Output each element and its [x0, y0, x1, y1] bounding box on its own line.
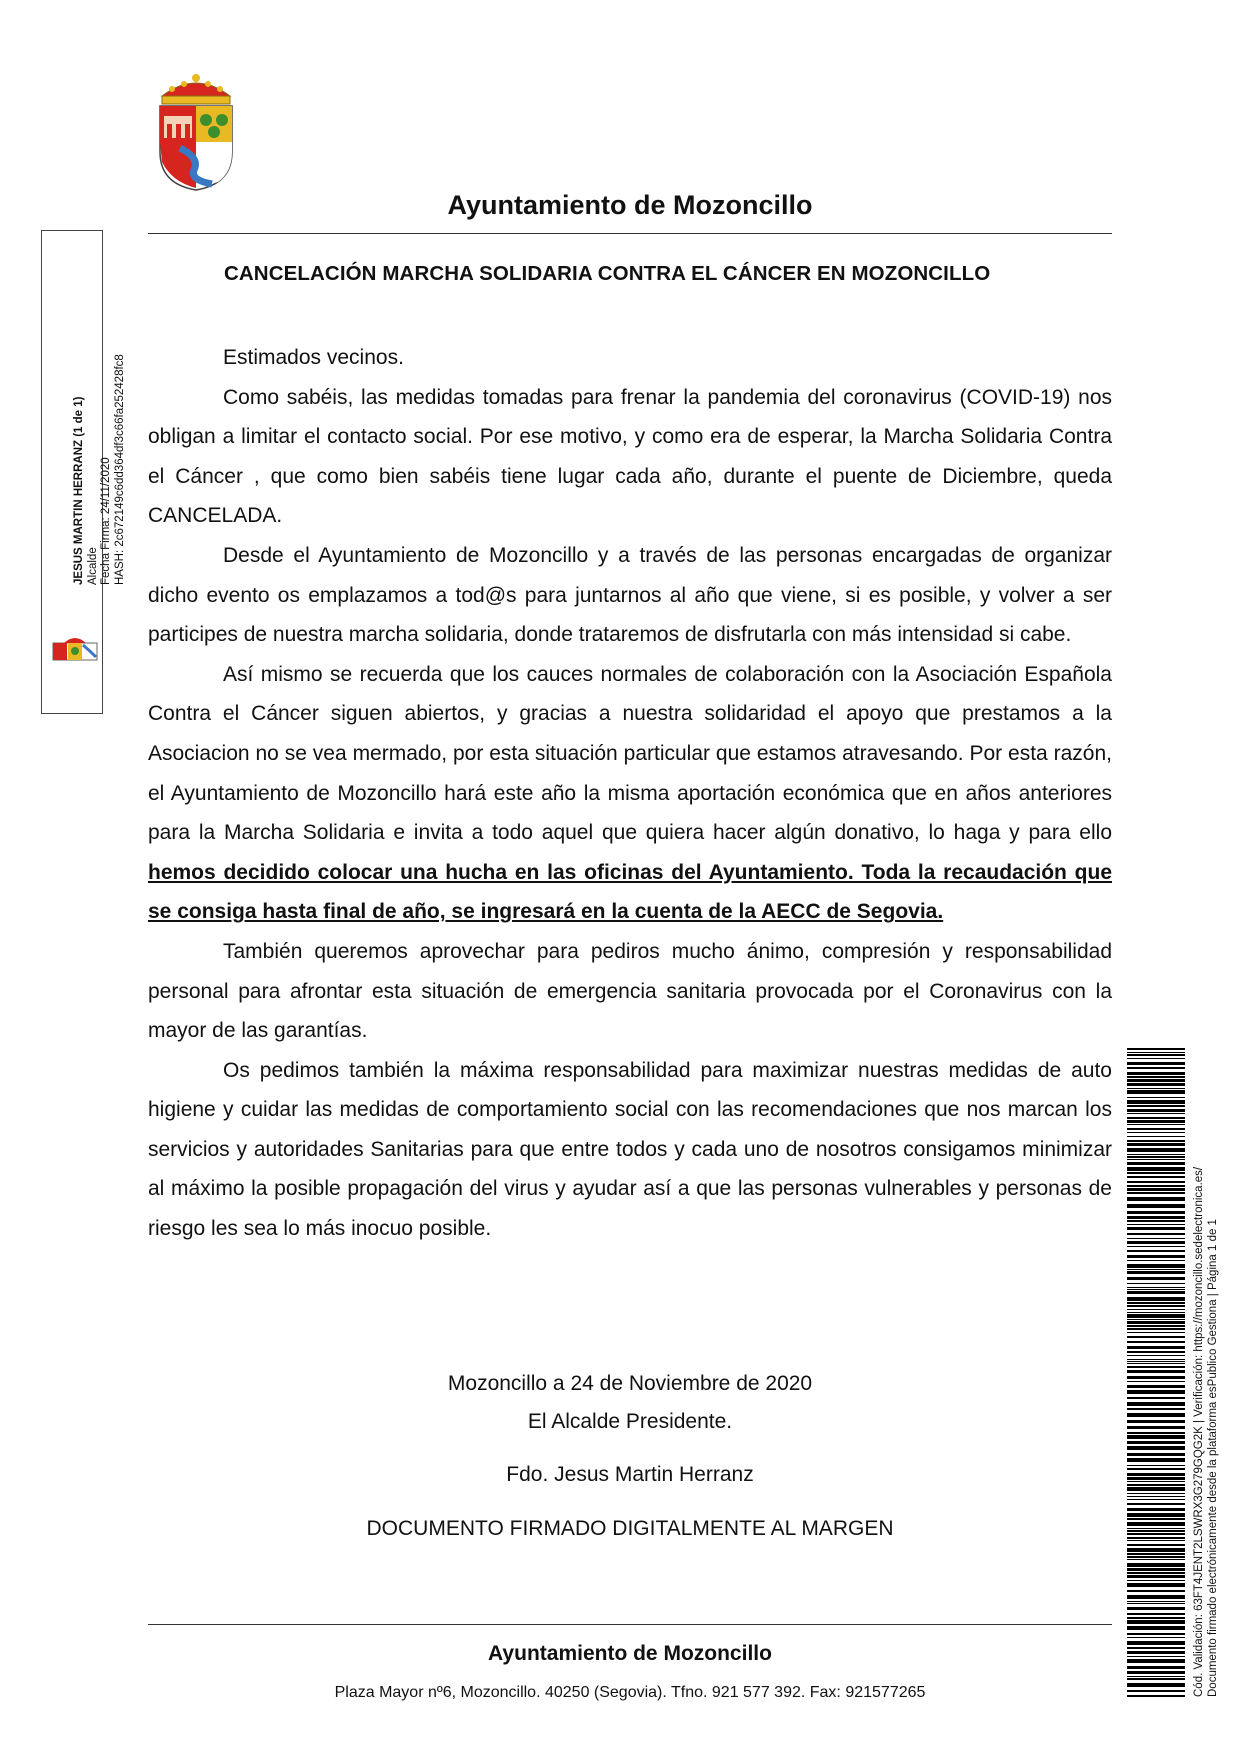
barcode-bar	[1127, 1176, 1185, 1178]
barcode-bar	[1127, 1671, 1185, 1674]
paragraph-2: Desde el Ayuntamiento de Mozoncillo y a través de las personas encargadas de organizar dicho evento os emplazamos a tod@s para juntarnos al año que viene, si es posible, y volver a ser participes de nuestra marcha solidaria, donde trataremos de disfrutarla con más intensidad si cabe.	[148, 543, 1112, 647]
barcode-bar	[1127, 1446, 1185, 1450]
barcode-bar	[1127, 1120, 1185, 1123]
barcode-bar	[1127, 1496, 1185, 1497]
barcode-bar	[1127, 1052, 1185, 1053]
barcode-bar	[1127, 1309, 1185, 1310]
barcode-bar	[1127, 1603, 1185, 1604]
barcode-bar	[1127, 1366, 1185, 1368]
barcode-bar	[1127, 1473, 1185, 1476]
paragraph-3-highlight: hemos decidido colocar una hucha en las oficinas del Ayuntamiento. Toda la recaudación que se consiga hasta final de año, se ingresará en la cuenta de la AECC de Segovia.	[148, 860, 1112, 924]
barcode-bar	[1127, 1090, 1185, 1094]
barcode-bar	[1127, 1402, 1185, 1406]
paragraph-4: También queremos aprovechar para pediros mucho ánimo, compresión y responsabilidad personal para afrontar esta situación de emergencia sanitaria provocada por el Coronavirus con la mayor de las garantías.	[148, 939, 1112, 1043]
barcode-bar	[1127, 1376, 1185, 1379]
document-title: CANCELACIÓN MARCHA SOLIDARIA CONTRA EL CÁNCER EN MOZONCILLO	[224, 262, 991, 285]
greeting: Estimados vecinos.	[223, 346, 404, 369]
barcode-bar	[1127, 1220, 1185, 1222]
barcode-bar	[1127, 1351, 1185, 1353]
barcode-bar	[1127, 1076, 1185, 1078]
barcode-bar	[1127, 1132, 1185, 1133]
barcode-bar	[1127, 1390, 1185, 1394]
barcode-bar	[1127, 1297, 1185, 1301]
validation-details	[1193, 1017, 1220, 1697]
barcode-bar	[1127, 1181, 1185, 1183]
barcode-bar	[1127, 1432, 1185, 1434]
barcode-bar	[1127, 1453, 1185, 1456]
barcode-bar	[1127, 1224, 1185, 1225]
barcode-bar	[1127, 1518, 1185, 1520]
barcode-bar	[1127, 1503, 1185, 1505]
barcode-bar	[1127, 1109, 1185, 1112]
barcode-bar	[1127, 1568, 1185, 1571]
barcode-bar	[1127, 1659, 1185, 1663]
barcode-bar	[1127, 1241, 1185, 1244]
barcode-bar	[1127, 1289, 1185, 1290]
closing-signature-note: DOCUMENTO FIRMADO DIGITALMENTE AL MARGEN	[366, 1517, 894, 1540]
barcode-bar	[1127, 1620, 1185, 1624]
paragraph-1: Como sabéis, las medidas tomadas para frenar la pandemia del coronavirus (COVID-19) nos obligan a limitar el contacto social. Por ese motivo, y como era de esperar, la Marcha Solidaria Contra el Cáncer , que como bien sabéis tiene lugar cada año, durante el puente de Diciembre, queda CANCELADA.	[148, 385, 1112, 528]
barcode-bar	[1127, 1246, 1185, 1247]
barcode-bar	[1127, 1227, 1185, 1230]
barcode-bar	[1127, 1647, 1185, 1649]
barcode-bar	[1127, 1100, 1185, 1104]
barcode-bar	[1127, 1528, 1185, 1529]
barcode-bar	[1127, 1058, 1185, 1059]
barcode-bar	[1127, 1197, 1185, 1201]
barcode-bar	[1127, 1341, 1185, 1343]
barcode-bar	[1127, 1540, 1185, 1541]
validation-barcode	[1127, 1048, 1185, 1698]
barcode-bar	[1127, 1277, 1185, 1280]
barcode-bar	[1127, 1314, 1185, 1318]
barcode-bar	[1127, 1420, 1185, 1423]
barcode-bar	[1127, 1580, 1185, 1581]
validation-line-2: Documento firmado electrónicamente desde la plataforma esPublico Gestiona | Página 1 de 1	[1206, 1219, 1219, 1697]
barcode-bar	[1127, 1062, 1185, 1065]
header-title: Ayuntamiento de Mozoncillo	[447, 190, 813, 220]
barcode-bar	[1127, 1656, 1185, 1657]
barcode-bar	[1127, 1156, 1185, 1158]
paragraph-3-text: Así mismo se recuerda que los cauces normales de colaboración con la Asociación Española Contra el Cáncer siguen abiertos, y gracias a nuestra solidaridad el apoyo que prestamos a la Asociacion no se vea mermado, por esta situación particular que estamos atravesando. Por esta razón, el Ayuntamiento de Mozoncillo hará este año la misma aportación económica que en años anteriores para la Marcha Solidaria e invita a todo aquel que quiera hacer algún donativo, lo haga y para ello	[148, 662, 1112, 845]
closing-place-date: Mozoncillo a 24 de Noviembre de 2020	[447, 1372, 813, 1395]
barcode-bar	[1127, 1559, 1185, 1560]
footer-title: Ayuntamiento de Mozoncillo	[488, 1642, 772, 1665]
barcode-bar	[1127, 1676, 1185, 1677]
barcode-bar	[1127, 1238, 1185, 1239]
barcode-bar	[1127, 1204, 1185, 1208]
barcode-bar	[1127, 1143, 1185, 1146]
barcode-bar	[1127, 1435, 1185, 1439]
barcode-bar	[1127, 1626, 1185, 1630]
barcode-bar	[1127, 1271, 1185, 1274]
barcode-bar	[1127, 1136, 1185, 1137]
barcode-bar	[1127, 1302, 1185, 1304]
barcode-bar	[1127, 1499, 1185, 1500]
barcode-bar	[1127, 1291, 1185, 1294]
barcode-bar	[1127, 1260, 1185, 1261]
barcode-bar	[1127, 1583, 1185, 1587]
barcode-bar	[1127, 1363, 1185, 1364]
barcode-bar	[1127, 1113, 1185, 1114]
barcode-bar	[1127, 1468, 1185, 1470]
barcode-bar	[1127, 1332, 1185, 1333]
barcode-bar	[1127, 1287, 1185, 1288]
barcode-bar	[1127, 1305, 1185, 1307]
barcode-bar	[1127, 1590, 1185, 1592]
footer-address: Plaza Mayor nº6, Mozoncillo. 40250 (Segovia). Tfno. 921 577 392. Fax: 921577265	[334, 1684, 926, 1701]
barcode-bar	[1127, 1321, 1185, 1324]
barcode-bar	[1127, 1563, 1185, 1567]
barcode-bar	[1127, 1346, 1185, 1349]
barcode-bar	[1127, 1269, 1185, 1270]
barcode-bar	[1127, 1465, 1185, 1466]
barcode-bar	[1127, 1641, 1185, 1645]
barcode-bar	[1127, 1633, 1185, 1635]
barcode-bar	[1127, 1117, 1185, 1119]
barcode-bar	[1127, 1264, 1185, 1268]
barcode-bar	[1127, 1105, 1185, 1107]
barcode-bar	[1127, 1048, 1185, 1050]
barcode-bar	[1127, 1154, 1185, 1155]
barcode-bar	[1127, 1328, 1185, 1330]
barcode-bar	[1127, 1088, 1185, 1089]
barcode-bar	[1127, 1361, 1185, 1362]
barcode-bar	[1127, 1508, 1185, 1511]
barcode-bar	[1127, 1188, 1185, 1191]
barcode-bar	[1127, 1097, 1185, 1098]
closing-signed-by: Fdo. Jesus Martin Herranz	[506, 1463, 754, 1486]
barcode-bar	[1127, 1601, 1185, 1602]
barcode-bar	[1127, 1162, 1185, 1165]
barcode-bar	[1127, 1159, 1185, 1160]
barcode-bar	[1127, 1185, 1185, 1187]
barcode-bar	[1127, 1359, 1185, 1360]
footer-divider	[148, 1624, 1112, 1625]
barcode-bar	[1127, 1381, 1185, 1382]
signer-role: Alcalde	[86, 547, 99, 585]
barcode-bar	[1127, 1695, 1185, 1697]
barcode-bar	[1127, 1481, 1185, 1482]
barcode-bar	[1127, 1683, 1185, 1687]
barcode-bar	[1127, 1233, 1185, 1235]
signature-hash: HASH: 2c672149c6dd364df3c66fa252428fc8	[113, 354, 126, 585]
barcode-bar	[1127, 1678, 1185, 1680]
barcode-bar	[1127, 1572, 1185, 1574]
barcode-bar	[1127, 1211, 1185, 1214]
barcode-bar	[1127, 1533, 1185, 1535]
signer-name: JESUS MARTIN HERRANZ (1 de 1)	[73, 396, 85, 585]
paragraph-5: Os pedimos también la máxima responsabilidad para maximizar nuestras medidas de auto higiene y cuidar las medidas de comportamiento social con las recomendaciones que nos marcan los servicios y autoridades Sanitarias para que entre todos y cada uno de nosotros consigamos minimizar al máximo la posible propagación del virus y ayudar así a que las personas vulnerables y personas de riesgo les sea lo más inocuo posible.	[148, 1058, 1112, 1241]
barcode-bar	[1127, 1336, 1185, 1338]
barcode-bar	[1127, 1140, 1185, 1142]
barcode-bar	[1127, 1413, 1185, 1417]
barcode-bar	[1127, 1484, 1185, 1486]
barcode-bar	[1127, 1054, 1185, 1056]
barcode-bar	[1127, 1441, 1185, 1444]
closing-role: El Alcalde Presidente.	[527, 1410, 733, 1433]
barcode-bar	[1127, 1124, 1185, 1125]
barcode-bar	[1127, 1408, 1185, 1410]
barcode-bar	[1127, 1613, 1185, 1615]
barcode-bar	[1127, 1487, 1185, 1491]
barcode-bar	[1127, 1544, 1185, 1546]
paragraph-3	[148, 655, 1112, 932]
barcode-bar	[1127, 1216, 1185, 1219]
barcode-bar	[1127, 1312, 1185, 1313]
barcode-bar	[1127, 1690, 1185, 1692]
barcode-bar	[1127, 1530, 1185, 1532]
signature-date: Fecha Firma: 24/11/2020	[100, 457, 112, 585]
barcode-bar	[1127, 1513, 1185, 1517]
barcode-bar	[1127, 1553, 1185, 1555]
barcode-bar	[1127, 1651, 1185, 1654]
barcode-bar	[1127, 1067, 1185, 1069]
barcode-bar	[1127, 1192, 1185, 1194]
barcode-bar	[1127, 1370, 1185, 1373]
coat-of-arms-icon	[150, 72, 242, 192]
barcode-bar	[1127, 1283, 1185, 1284]
barcode-bar	[1127, 1537, 1185, 1539]
barcode-bar	[1127, 1325, 1185, 1327]
barcode-bar	[1127, 1083, 1185, 1086]
barcode-bar	[1127, 1666, 1185, 1669]
barcode-bar	[1127, 1477, 1185, 1480]
barcode-bar	[1127, 1397, 1185, 1399]
barcode-bar	[1127, 1493, 1185, 1494]
barcode-bar	[1127, 1255, 1185, 1258]
header-divider	[148, 233, 1112, 234]
barcode-bar	[1127, 1548, 1185, 1552]
barcode-bar	[1127, 1072, 1185, 1075]
document-body	[148, 338, 1112, 1249]
signature-crest-icon	[50, 633, 100, 663]
barcode-bar	[1127, 1595, 1185, 1599]
barcode-bar	[1127, 1167, 1185, 1171]
barcode-bar	[1127, 1079, 1185, 1082]
barcode-bar	[1127, 1575, 1185, 1578]
signature-details	[73, 315, 127, 585]
barcode-bar	[1127, 1250, 1185, 1252]
barcode-bar	[1127, 1319, 1185, 1320]
barcode-bar	[1127, 1128, 1185, 1130]
barcode-bar	[1127, 1458, 1185, 1462]
barcode-bar	[1127, 1617, 1185, 1619]
barcode-bar	[1127, 1637, 1185, 1638]
barcode-bar	[1127, 1607, 1185, 1610]
barcode-bar	[1127, 1148, 1185, 1152]
barcode-bar	[1127, 1355, 1185, 1356]
barcode-bar	[1127, 1522, 1185, 1526]
barcode-bar	[1127, 1385, 1185, 1388]
barcode-bar	[1127, 1426, 1185, 1429]
validation-line-1: Cód. Validación: 63FT4JENT2LSWRX3G279GQG2K | Verificación: https://mozoncillo.sedelectronica.es/	[1193, 1166, 1205, 1697]
barcode-bar	[1127, 1556, 1185, 1558]
barcode-bar	[1127, 1172, 1185, 1174]
